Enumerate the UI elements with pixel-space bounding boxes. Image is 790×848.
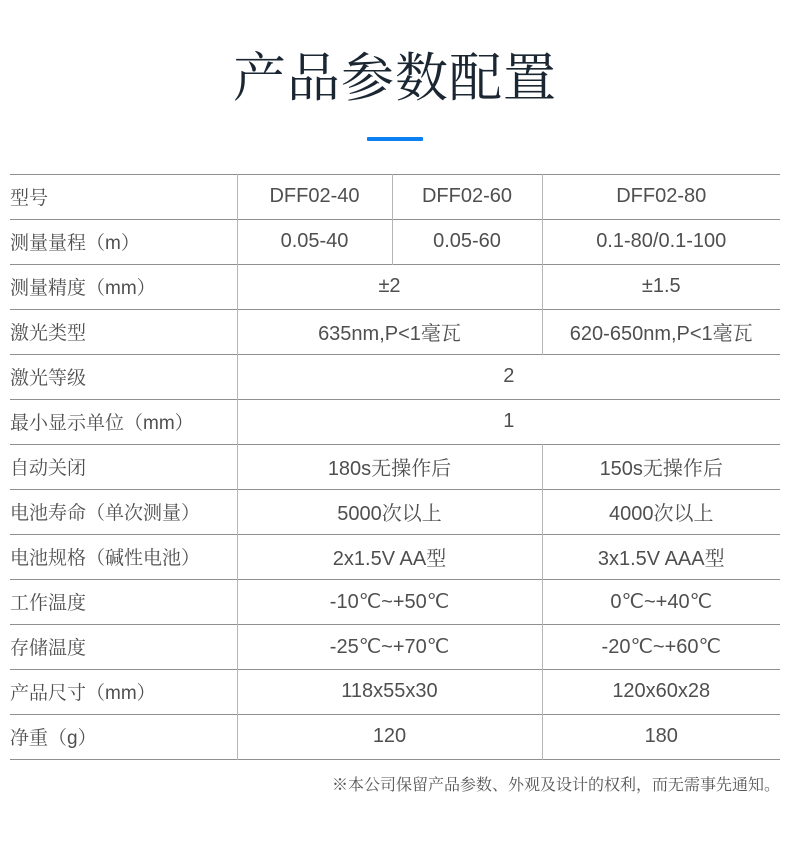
- row-value: 180s无操作后: [237, 444, 542, 489]
- row-value: 5000次以上: [237, 489, 542, 534]
- row-value: 150s无操作后: [542, 444, 780, 489]
- row-label: 产品尺寸（mm）: [10, 683, 156, 705]
- row-value: ±2: [237, 264, 542, 309]
- row-label: 测量精度（mm）: [10, 278, 156, 300]
- table-row: [10, 534, 780, 579]
- table-row: [10, 624, 780, 669]
- row-label: 自动关闭: [10, 458, 87, 480]
- row-value: 0.1-80/0.1-100: [542, 219, 780, 264]
- row-value: 120: [237, 714, 542, 759]
- row-value: DFF02-40: [237, 174, 392, 219]
- table-row: [10, 714, 780, 759]
- row-label: 净重（g）: [10, 728, 97, 750]
- row-value: 0℃~+40℃: [542, 579, 780, 624]
- spec-table: [10, 174, 780, 760]
- row-value: 120x60x28: [542, 669, 780, 714]
- title-accent-divider: [367, 137, 423, 141]
- spec-table-body: [10, 174, 780, 759]
- row-label: 电池寿命（单次测量）: [10, 503, 201, 525]
- table-row: [10, 264, 780, 309]
- table-row: [10, 444, 780, 489]
- row-label: 存储温度: [10, 638, 87, 660]
- table-row: [10, 174, 780, 219]
- row-value: DFF02-80: [542, 174, 780, 219]
- row-label: 测量量程（m）: [10, 233, 140, 255]
- row-value: 180: [542, 714, 780, 759]
- page-title: 产品参数配置: [233, 49, 557, 108]
- row-label: 最小显示单位（mm）: [10, 413, 194, 435]
- table-row: [10, 489, 780, 534]
- row-value: 2x1.5V AA型: [237, 534, 542, 579]
- row-value: -20℃~+60℃: [542, 624, 780, 669]
- row-value: -25℃~+70℃: [237, 624, 542, 669]
- row-value: 1: [237, 399, 780, 444]
- row-value: 620-650nm,P<1毫瓦: [542, 309, 780, 354]
- row-label: 电池规格（碱性电池）: [10, 548, 201, 570]
- row-value: 635nm,P<1毫瓦: [237, 309, 542, 354]
- row-label: 工作温度: [10, 593, 87, 615]
- table-row: [10, 399, 780, 444]
- row-value: 0.05-60: [392, 219, 542, 264]
- row-label: 型号: [10, 188, 49, 210]
- row-value: 0.05-40: [237, 219, 392, 264]
- table-row: [10, 219, 780, 264]
- footer-note: ※本公司保留产品参数、外观及设计的权利，而无需事先通知。: [331, 776, 780, 794]
- table-row: [10, 309, 780, 354]
- row-value: DFF02-60: [392, 174, 542, 219]
- row-value: 2: [237, 354, 780, 399]
- row-label: 激光等级: [10, 368, 87, 390]
- row-value: 118x55x30: [237, 669, 542, 714]
- table-row: [10, 579, 780, 624]
- row-value: ±1.5: [542, 264, 780, 309]
- row-value: 3x1.5V AAA型: [542, 534, 780, 579]
- table-row: [10, 669, 780, 714]
- row-label: 激光类型: [10, 323, 87, 345]
- table-row: [10, 354, 780, 399]
- row-value: -10℃~+50℃: [237, 579, 542, 624]
- row-value: 4000次以上: [542, 489, 780, 534]
